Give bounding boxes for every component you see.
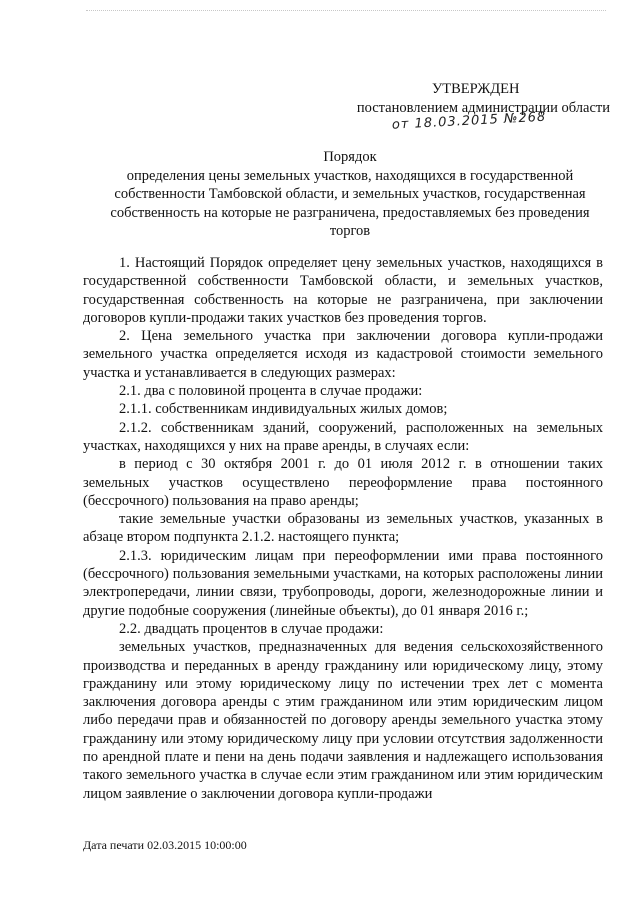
paragraph: земельных участков, предназначенных для ведения сельскохозяйственного производства и переданных в аренду гражданину или юридическому лицу, этому гражданину или этому юридическому лицу по истечении трех лет с момента заключения договора аренды с этим гражданином или этим юридическим лицом либо передачи прав и обязанностей по договору аренды земельного участка этому гражданину или этому юридическому лицу при условии отсутствия задолженности по арендной плате и пени на день подачи заявления и надлежащего использования такого земельного участка в случае если этим гражданином или этим юридическим лицом заявление о заключении договора купли-продажи: [83, 639, 603, 802]
paragraph: такие земельные участки образованы из земельных участков, указанных в абзаце втором подпункта 2.1.2. настоящего пункта;: [83, 511, 603, 546]
scan-artifact-line: [86, 10, 606, 11]
paragraph: 2.1.2. собственникам зданий, сооружений, расположенных на земельных участках, находящихся у них на праве аренды, в случаях если:: [83, 419, 603, 454]
approval-subtitle: постановлением администрации области: [356, 100, 610, 116]
paragraph: 2.2. двадцать процентов в случае продажи:: [119, 620, 384, 637]
paragraph: 2.1.3. юридическим лицам при переоформлении ими права постоянного (бессрочного) пользования земельными участками, на которых расположены линии электропередачи, линии связи, трубопроводы, дороги, железнодорожные линии и другие подобные сооружения (линейные объекты), до 01 января 2016 г.;: [83, 547, 603, 619]
paragraph: в период с 30 октября 2001 г. до 01 июля 2012 г. в отношении таких земельных участков осуществлено переоформление права постоянного (бессрочного) пользования на право аренды;: [83, 456, 603, 509]
approval-stamp: [330, 80, 610, 138]
document-body: [83, 254, 603, 803]
document-heading: [90, 148, 610, 241]
document-title: Порядок: [323, 149, 377, 165]
paragraph: 2.1.1. собственникам индивидуальных жилых домов;: [119, 401, 448, 418]
paragraph: 2.1. два с половиной процента в случае продажи:: [119, 383, 423, 400]
handwritten-date-number: от 18.03.2015 №268: [391, 109, 547, 133]
print-date: Дата печати 02.03.2015 10:00:00: [83, 838, 247, 852]
paragraph: 1. Настоящий Порядок определяет цену земельных участков, находящихся в государственной собственности Тамбовской области, и земельных участков, государственная собственность на которые не разграничена, при заключении договоров купли-продажи таких участков без проведения торгов.: [83, 255, 603, 326]
document-subtitle: определения цены земельных участков, находящихся в государственной собственности Тамбовской области, и земельных участков, государственная собственность на которые не разграничена, предоставляемых без проведения торгов: [110, 167, 590, 239]
paragraph: 2. Цена земельного участка при заключении договора купли-продажи земельного участка определяется исходя из кадастровой стоимости земельного участка и устанавливается в следующих размерах:: [83, 328, 603, 381]
approval-title: УТВЕРЖДЕН: [432, 81, 520, 97]
